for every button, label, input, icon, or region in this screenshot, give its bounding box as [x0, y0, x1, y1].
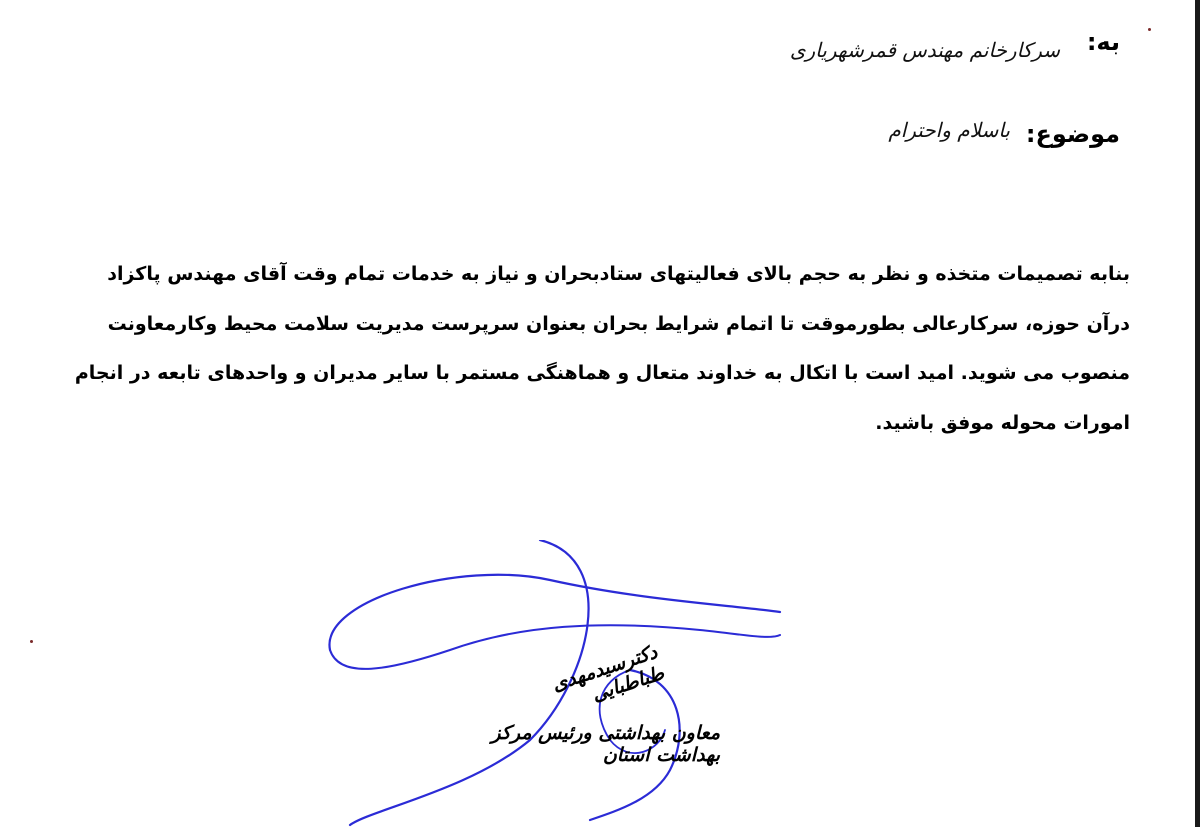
signer-name: دکترسیدمهدی طباطبایی: [549, 641, 667, 706]
body-line: بنابه تصمیمات متخذه و نظر به حجم بالای فعالیتهای ستادبحران و نیاز به خدمات تمام وقت آقای مهندس پاکزاد: [107, 263, 1130, 285]
subject-value: باسلام واحترام: [888, 118, 1010, 142]
subject-label: موضوع:: [1025, 120, 1120, 148]
signer-title: معاون بهداشتی ورئیس مرکز بهداشت استان: [491, 722, 720, 766]
scan-speck: [1148, 28, 1151, 31]
body-line: امورات محوله موفق باشید.: [875, 411, 1130, 434]
letter-body: [74, 250, 1130, 448]
body-line: درآن حوزه، سرکارعالی بطورموقت تا اتمام شرایط بحران بعنوان سرپرست مدیریت سلامت محیط وکارمعاونت: [107, 312, 1130, 335]
scan-edge: [1195, 0, 1200, 827]
to-label: به:: [1086, 28, 1120, 56]
scan-speck: [30, 640, 33, 643]
body-line: منصوب می شوید. امید است با اتکال به خداوند متعال و هماهنگی مستمر با سایر مدیران و واحدهای تابعه در انجام: [74, 362, 1130, 384]
to-value: سرکارخانم مهندس قمرشهریاری: [789, 38, 1060, 62]
